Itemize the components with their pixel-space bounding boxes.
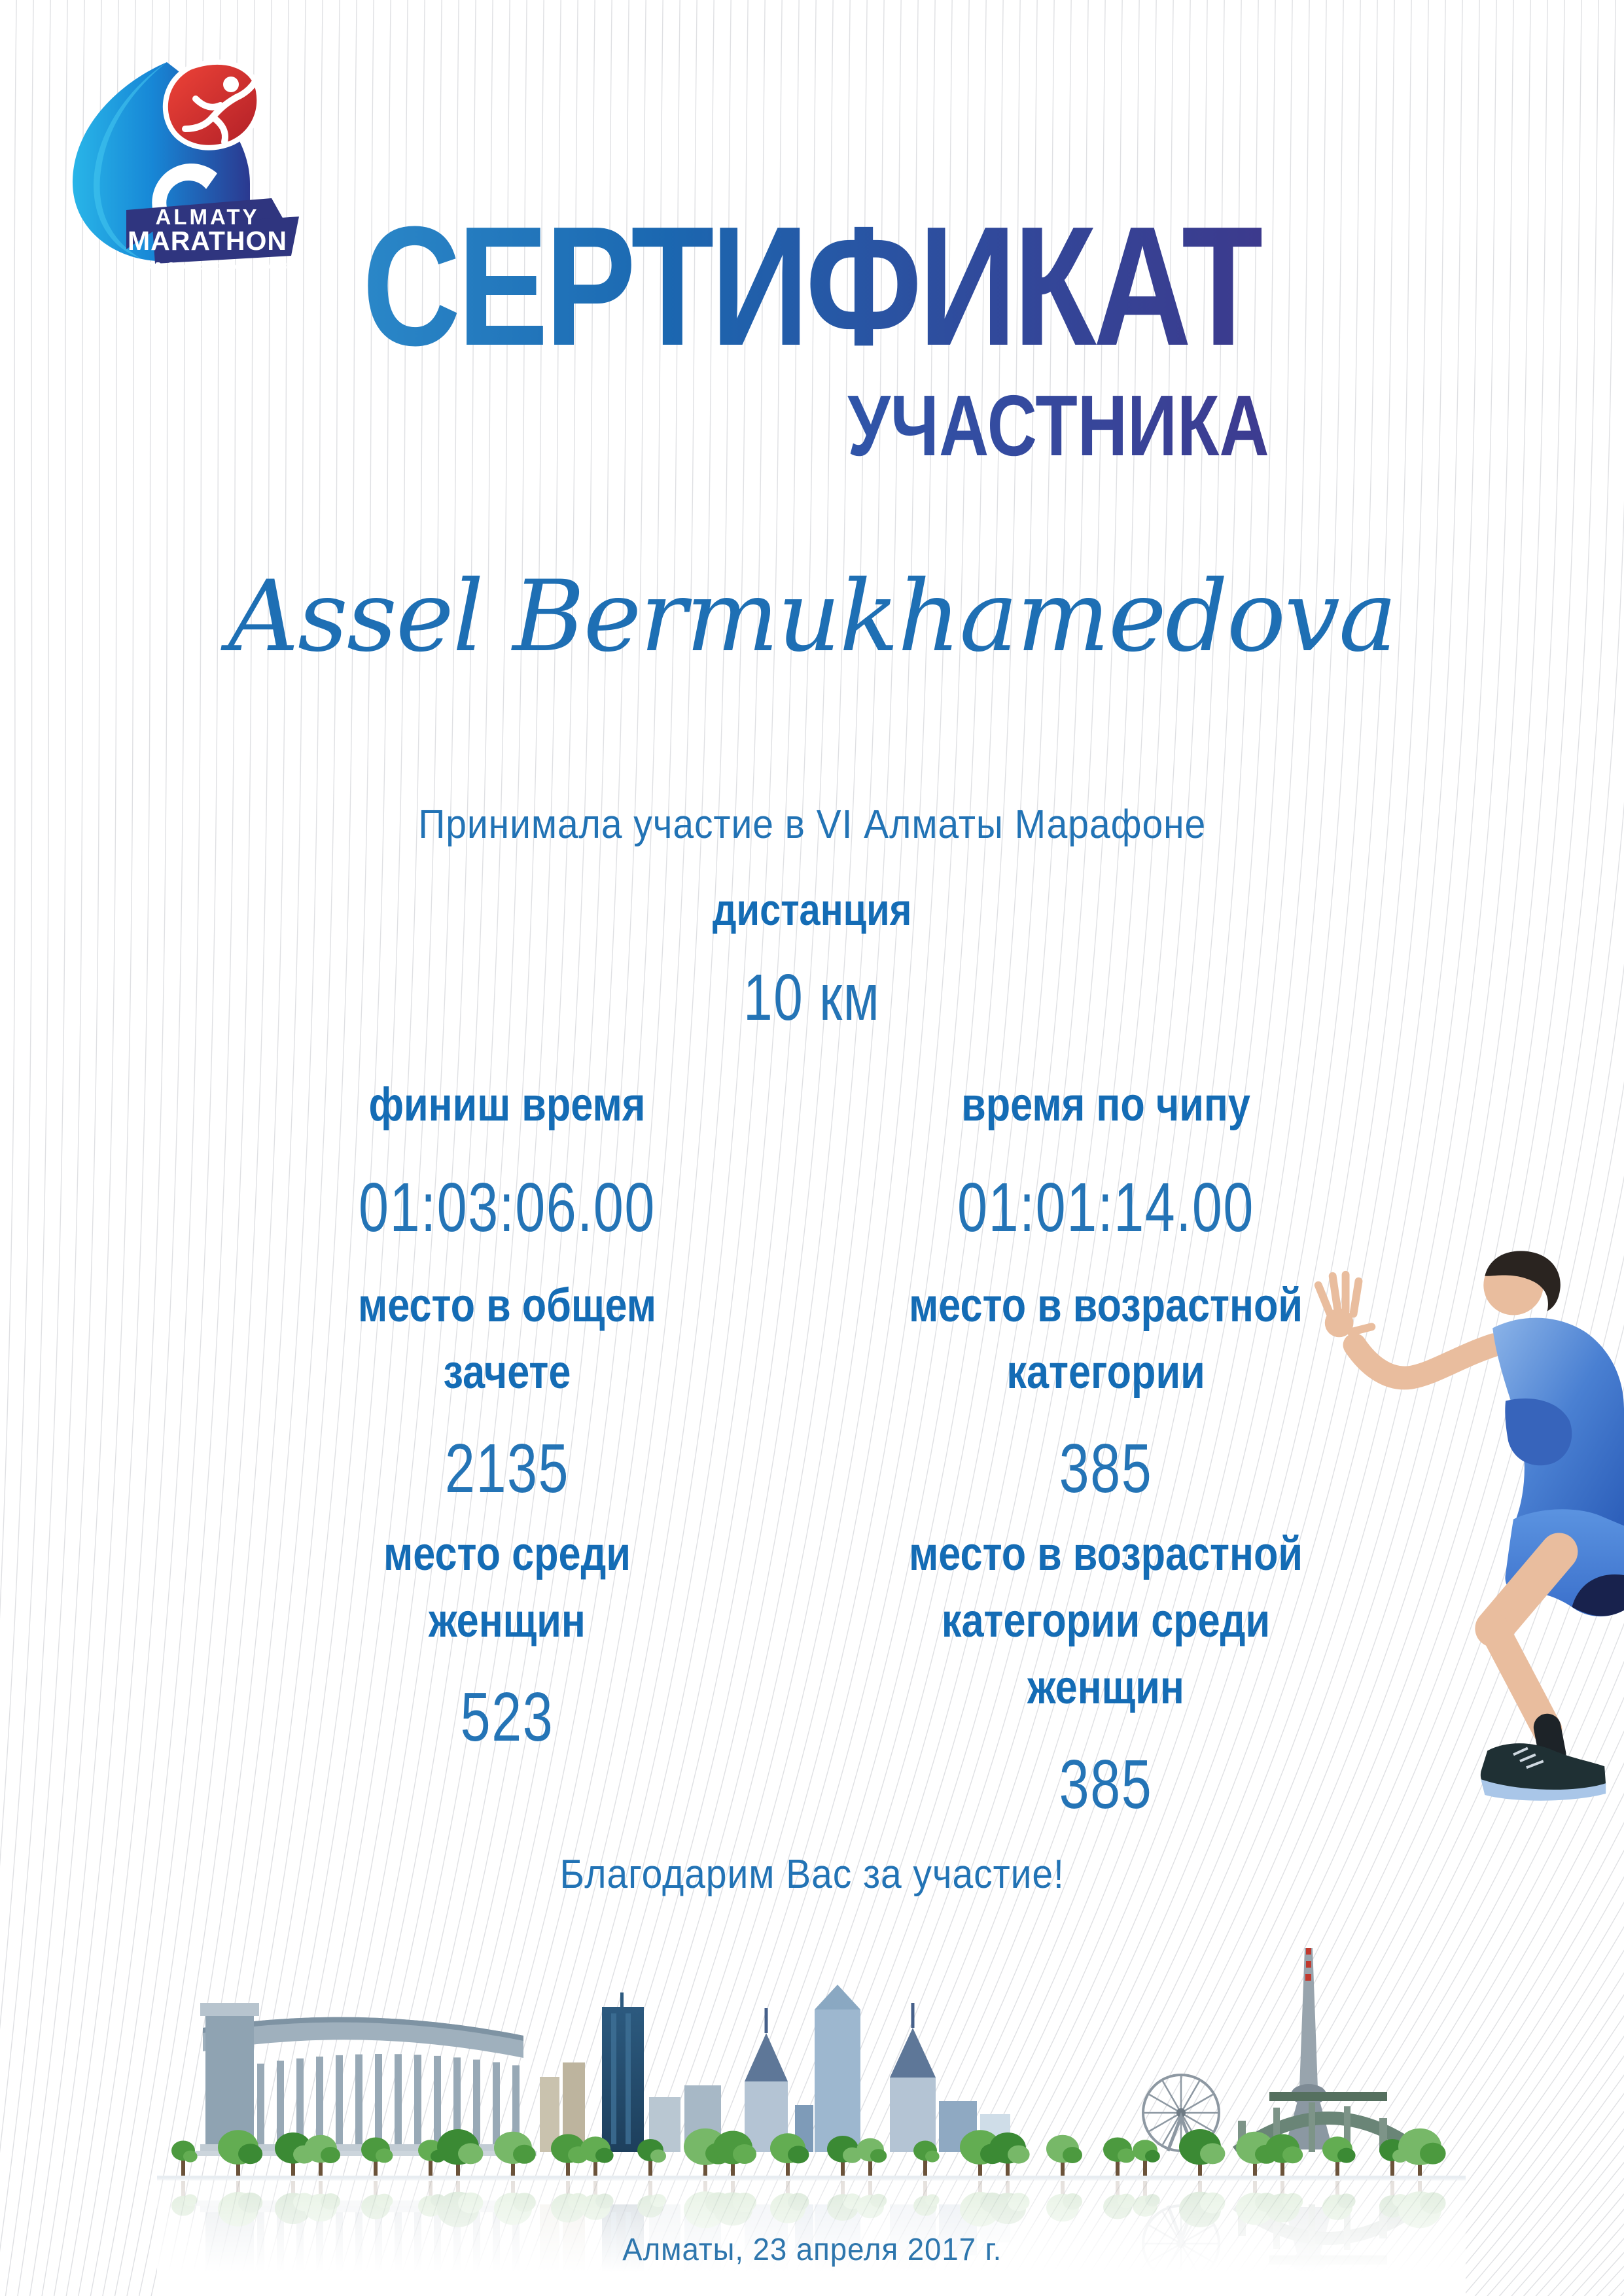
runner-arm	[1354, 1345, 1494, 1378]
logo-text-almaty: ALMATY	[155, 205, 260, 229]
stat-label: время по чипу	[961, 1079, 1250, 1131]
stat-label: место в общем зачете	[357, 1279, 657, 1399]
city-date: Алматы, 23 апреля 2017 г.	[622, 2233, 1002, 2267]
stat-age-category-women-place	[844, 1521, 1368, 1824]
logo-text-marathon: MARATHON	[127, 226, 288, 256]
certificate-subtitle-text: УЧАСТНИКА	[847, 377, 1269, 474]
distance-value: 10 км	[743, 961, 881, 1034]
logo-text-distances: 42.2 ★ 21.1 ★ 10 ★ 3	[147, 260, 289, 272]
stat-value: 523	[460, 1679, 554, 1756]
stat-finish-time	[245, 1071, 769, 1247]
stat-women-place	[245, 1521, 769, 1757]
city-buildings	[540, 1985, 1010, 2152]
stat-chip-time	[844, 1071, 1368, 1247]
stat-value: 01:01:14.00	[957, 1169, 1254, 1247]
stat-label: место среди женщин	[383, 1528, 631, 1648]
distance-block	[0, 884, 1624, 1035]
thanks-line: Благодарим Вас за участие!	[559, 1852, 1065, 1897]
stat-value: 385	[1059, 1745, 1153, 1823]
distance-label: дистанция	[712, 885, 912, 935]
participant-name: Assel Bermukhamedova	[228, 560, 1396, 674]
stat-label: место в возрастной категории	[909, 1279, 1303, 1399]
runner-calf	[1494, 1629, 1547, 1730]
stat-value: 385	[1059, 1430, 1153, 1508]
stat-overall-place	[245, 1272, 769, 1508]
stat-age-category-place	[844, 1272, 1368, 1508]
participation-line: Принимала участие в VI Алматы Марафоне	[418, 802, 1206, 847]
stat-value: 01:03:06.00	[359, 1169, 656, 1247]
stat-label: финиш время	[368, 1079, 646, 1131]
almaty-marathon-logo	[56, 56, 330, 278]
runner-thigh	[1494, 1552, 1559, 1628]
stat-value: 2135	[444, 1430, 570, 1508]
stat-label: место в возрастной категории среди женщин	[909, 1528, 1303, 1714]
certificate-title-text: СЕРТИФИКАТ	[362, 192, 1262, 381]
certificate-subtitle	[742, 377, 1269, 474]
